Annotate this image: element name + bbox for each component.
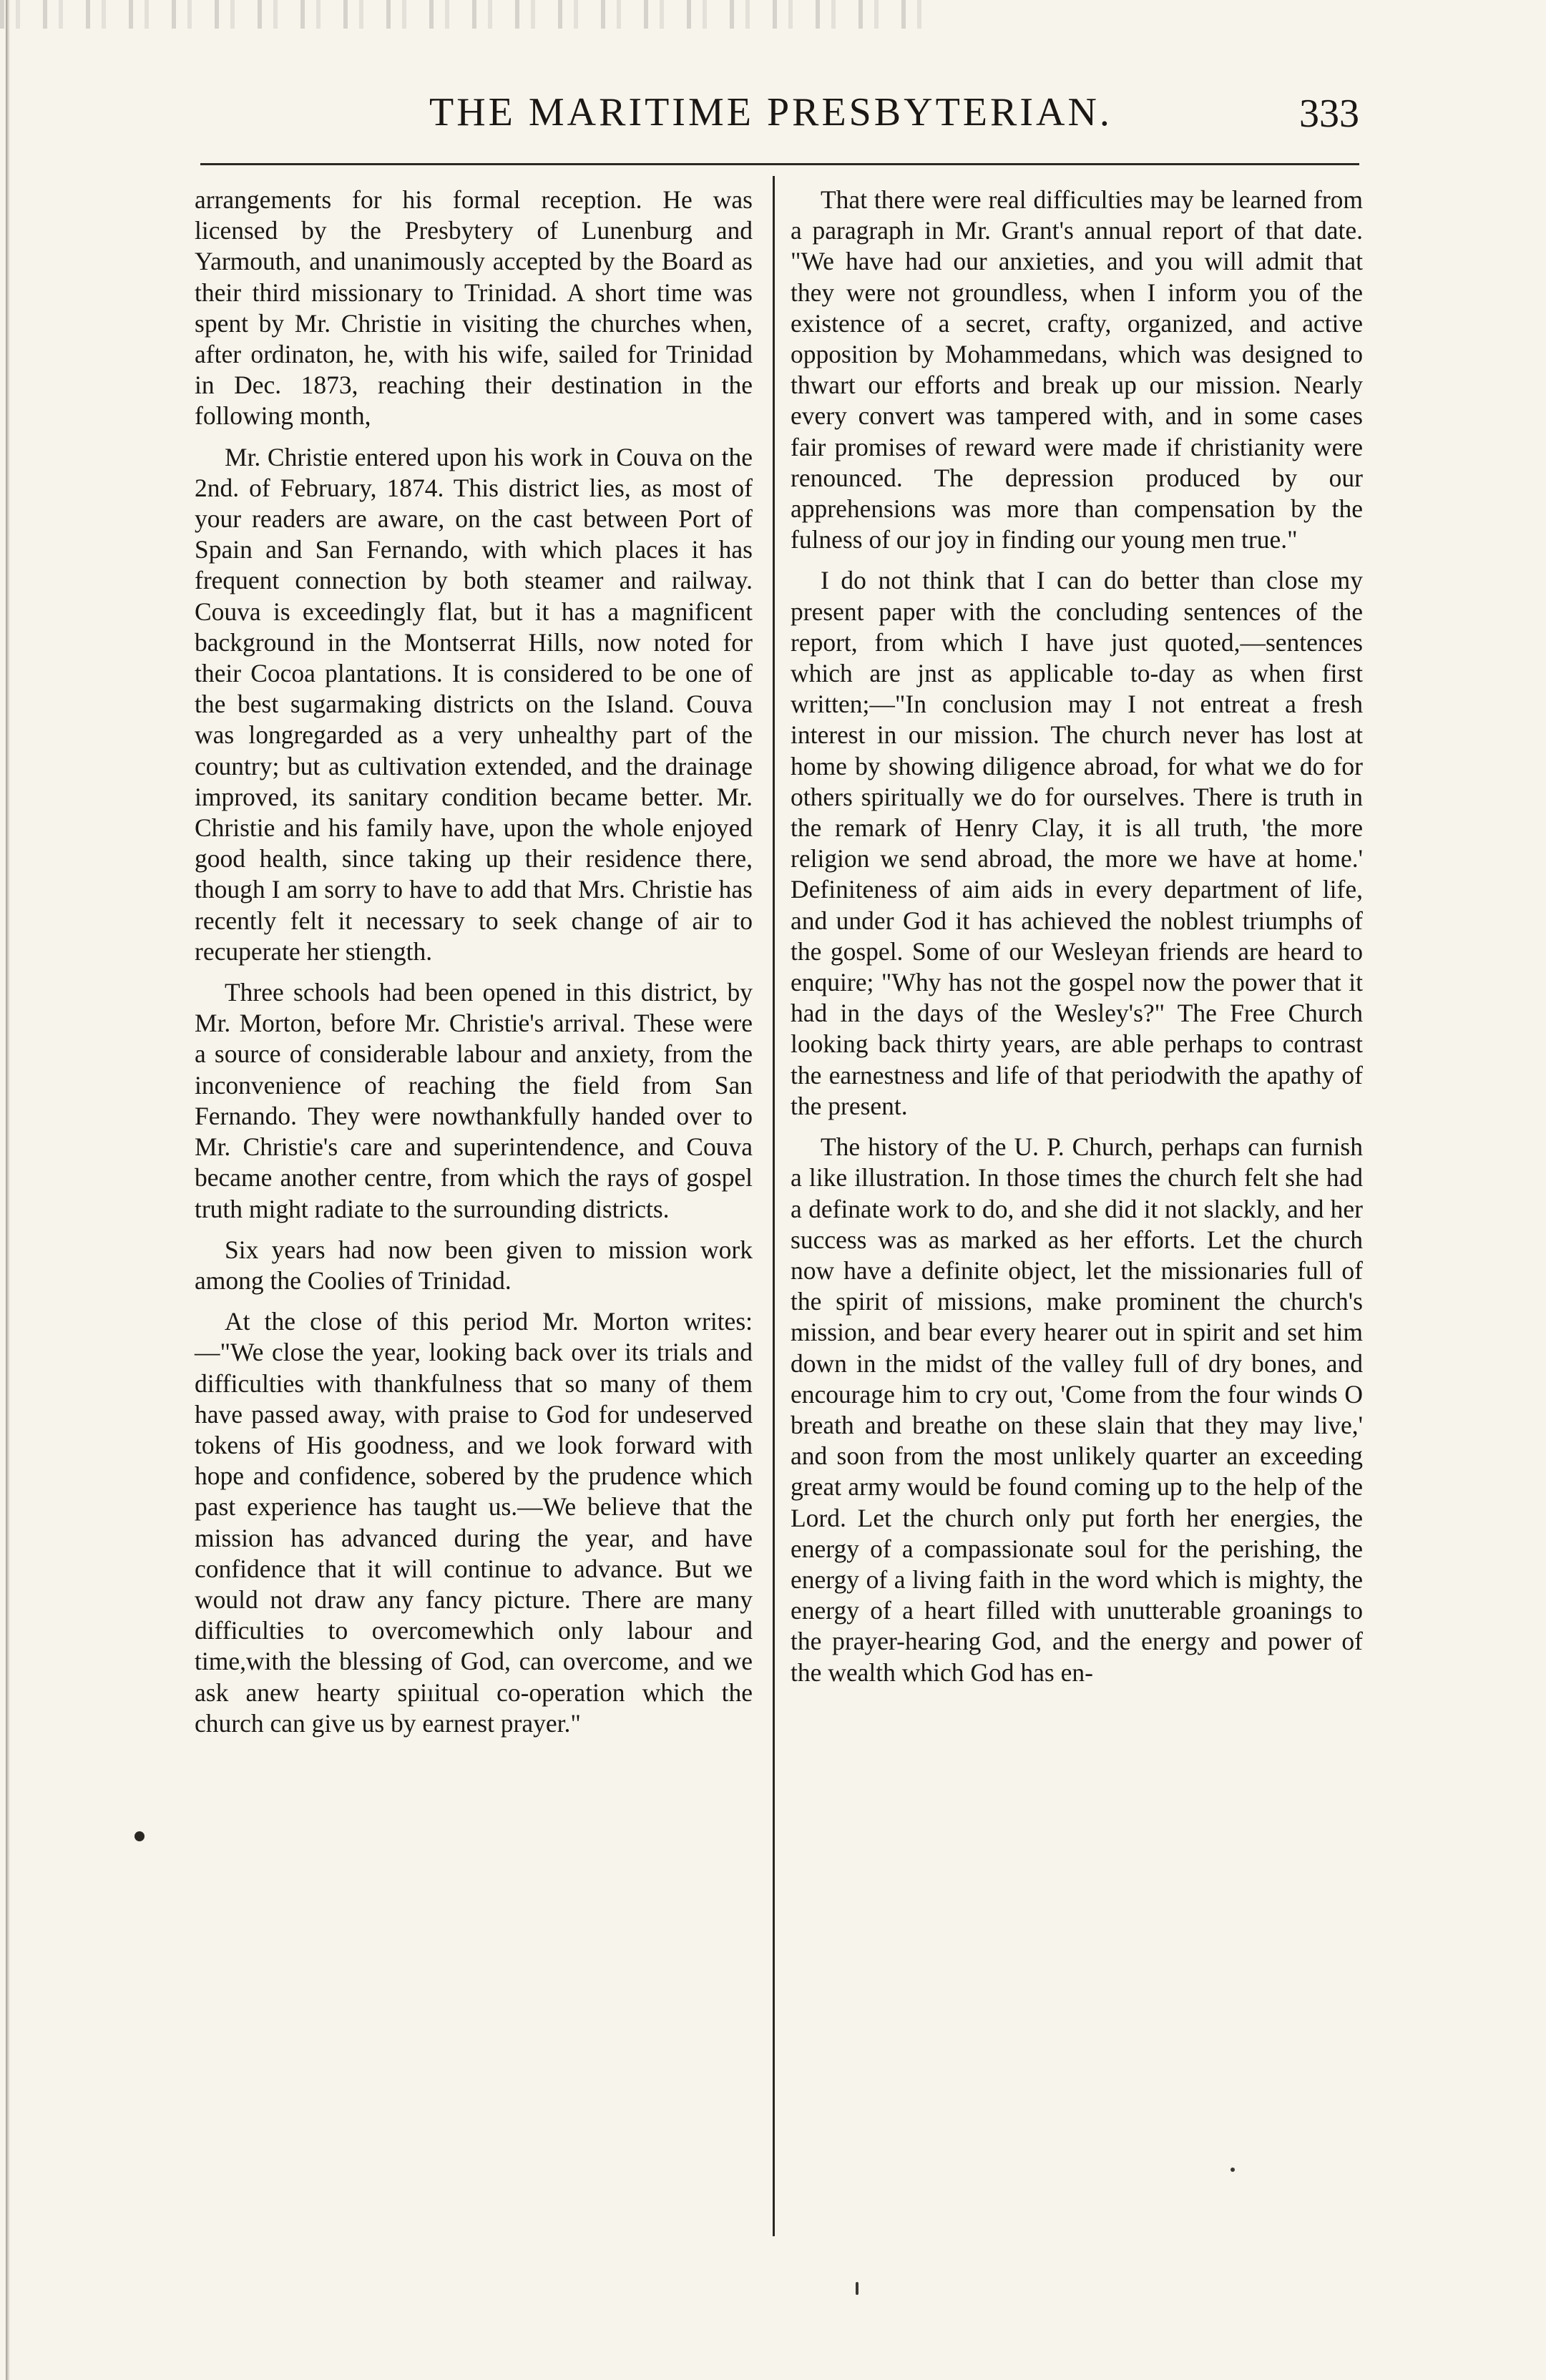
ink-speck	[1231, 2168, 1235, 2172]
paragraph: Six years had now been given to mission work among the Coolies of Trinidad.	[195, 1235, 753, 1295]
paragraph: arrangements for his formal reception. He was licensed by the Presbytery of Lunenburg and Yarmouth, and unanimously accepted by the Board as their third missionary to Trinidad. A short time was spent by Mr. Christie in visiting the churches when, after ordinaton, he, with his wife, sailed for Trinidad in Dec. 1873, reaching their destination in the following month,	[195, 185, 753, 431]
left-column	[195, 185, 753, 1749]
column-divider	[773, 176, 775, 2236]
page-number: 333	[1299, 92, 1359, 136]
scan-noise	[0, 0, 930, 29]
ink-speck	[856, 2282, 858, 2295]
page-header	[186, 89, 1359, 154]
page-edge-shadow	[6, 0, 10, 2380]
paragraph: That there were real difficulties may be learned from a paragraph in Mr. Grant's annual report of that date. "We have had our anxieties, and you will admit that they were not groundless, when I inform you of the existence of a secret, crafty, organized, and active opposition by Mohammedans, which was designed to thwart our efforts and break up our mission. Nearly every convert was tampered with, and in some cases fair promises of reward were made if christianity were renounced. The depression produced by our apprehensions was more than compensation by the fulness of our joy in finding our young men true."	[791, 185, 1363, 554]
margin-mark	[134, 1831, 145, 1841]
header-rule	[200, 163, 1359, 165]
paragraph: At the close of this period Mr. Morton writes:—"We close the year, looking back over its trials and difficulties with thankfulness that so many of them have passed away, with praise to God for undeserved tokens of His goodness, and we look forward with hope and confidence, sobered by the prudence which past experience has taught us.—We believe that the mission has advanced during the year, and have confidence that it will continue to advance. But we would not draw any fancy picture. There are many difficulties to overcomewhich only labour and time,with the blessing of God, can overcome, and we ask anew hearty spiıitual co-operation which the church can give us by earnest prayer."	[195, 1307, 753, 1738]
paragraph: The history of the U. P. Church, perhaps can furnish a like illustration. In those times the church felt she had a definate work to do, and she did it not slackly, and her success was as marked as her efforts. Let the church now have a definite object, let the missionaries full of the spirit of missions, make prominent the church's mission, and bear every hearer out in spirit and set him down in the midst of the valley full of dry bones, and encourage him to cry out, 'Come from the four winds O breath and breathe on these slain that they may live,' and soon from the most unlikely quarter an exceeding great army would be found coming up to the help of the Lord. Let the church only put forth her energies, the energy of a compassionate soul for the perishing, the energy of a living faith in the word which is mighty, the energy of a heart filled with unutterable groanings to the prayer-hearing God, and the energy and power of the wealth which God has en-	[791, 1132, 1363, 1687]
paragraph: I do not think that I can do better than close my present paper with the concluding sentences of the report, from which I have just quoted,—sentences which are jnst as applicable to-day as when first written;—"In conclusion may I not entreat a fresh interest in our mission. The church never has lost at home by showing diligence abroad, for what we do for others spiritually we do for ourselves. There is truth in the remark of Henry Clay, it is all truth, 'the more religion we send abroad, the more we have at home.' Definiteness of aim aids in every department of life, and under God it has achieved the noblest triumphs of the gospel. Some of our Wesleyan friends are heard to enquire; "Why has not the gospel now the power that it had in the days of the Wesley's?" The Free Church looking back thirty years, are able perhaps to contrast the earnestness and life of that periodwith the apathy of the present.	[791, 566, 1363, 1120]
paragraph: Three schools had been opened in this district, by Mr. Morton, before Mr. Christie's arrival. These were a source of considerable labour and anxiety, from the inconvenience of reaching the field from San Fernando. They were nowthankfully handed over to Mr. Christie's care and superintendence, and Couva became another centre, from which the rays of gospel truth might radiate to the surrounding districts.	[195, 978, 753, 1223]
paragraph: Mr. Christie entered upon his work in Couva on the 2nd. of February, 1874. This district lies, as most of your readers are aware, on the cast between Port of Spain and San Fernando, with which places it has frequent connection by both steamer and railway. Couva is exceedingly flat, but it has a magnificent background in the Montserrat Hills, now noted for their Cocoa plantations. It is considered to be one of the best sugarmaking districts on the Island. Couva was longregarded as a very unhealthy part of the country; but as cultivation extended, and the drainage improved, its sanitary condition became better. Mr. Christie and his family have, upon the whole enjoyed good health, since taking up their residence there, though I am sorry to have to add that Mrs. Christie has recently felt it necessary to seek change of air to recuperate her stiength.	[195, 442, 753, 966]
running-title: THE MARITIME PRESBYTERIAN.	[429, 90, 1112, 134]
right-column	[791, 185, 1363, 1698]
